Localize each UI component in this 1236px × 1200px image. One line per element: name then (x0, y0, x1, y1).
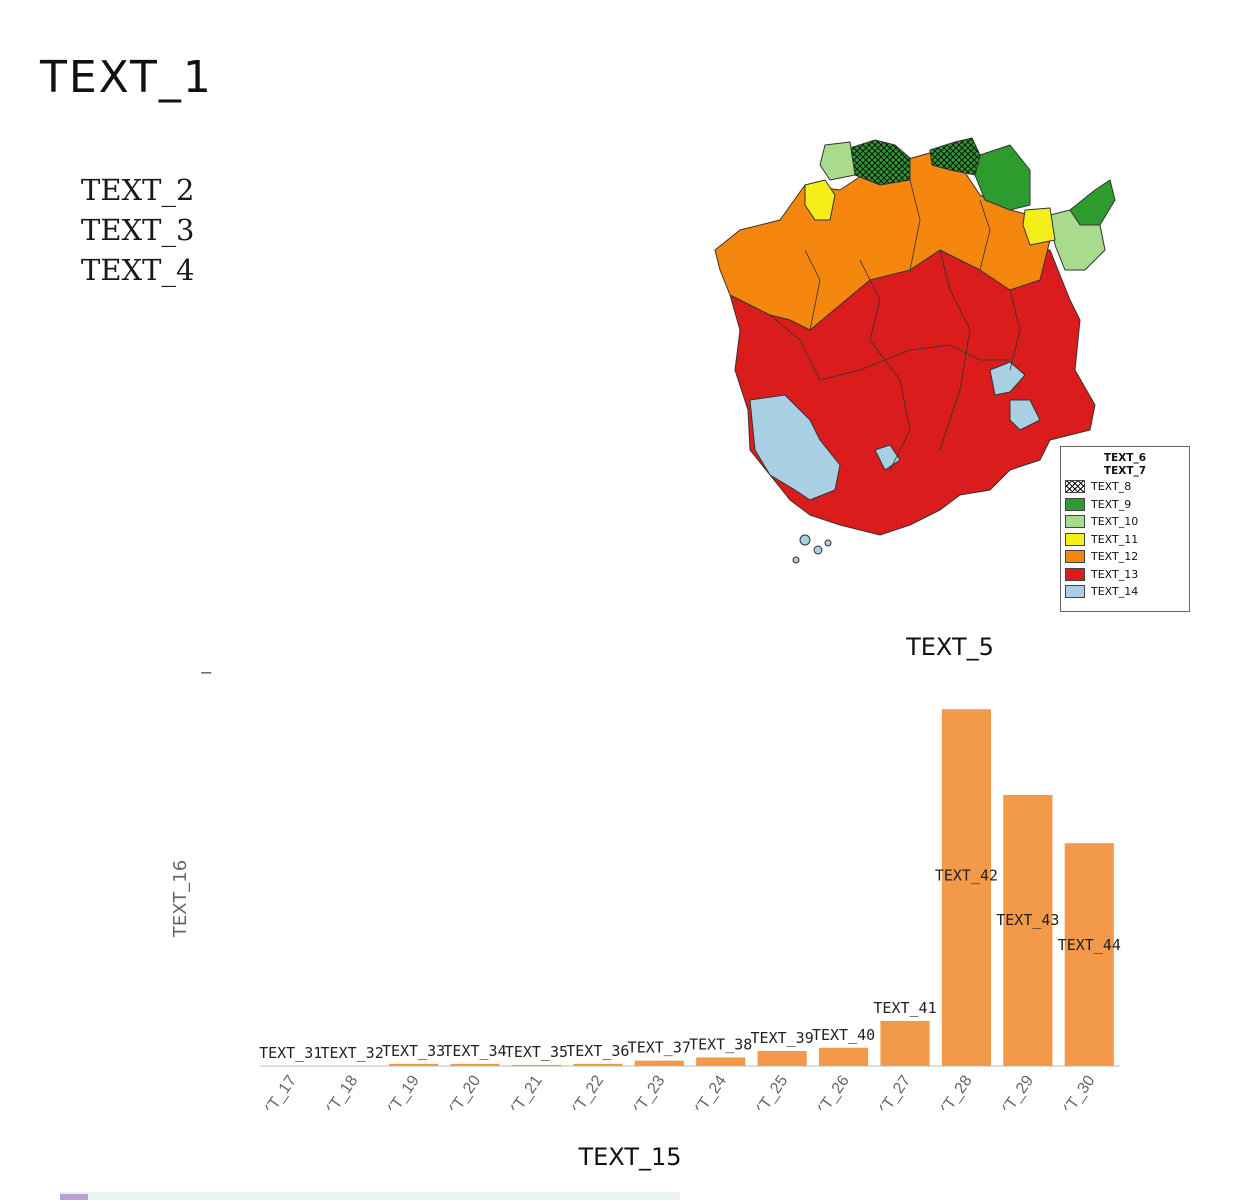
data-label: TEXT_43 (996, 911, 1060, 930)
bar (696, 1057, 745, 1066)
chart-svg (150, 670, 1150, 1110)
x-tick-label: TEXT_18 (308, 1072, 362, 1110)
data-label: TEXT_34 (443, 1041, 507, 1060)
x-tick-label: TEXT_29 (984, 1072, 1038, 1110)
footer-strip (60, 1192, 680, 1200)
legend-label: TEXT_9 (1091, 497, 1132, 511)
legend-rows (1061, 478, 1189, 601)
data-label: TEXT_41 (873, 999, 937, 1017)
x-tick-label: TEXT_17 (247, 1072, 300, 1110)
data-label: TEXT_36 (566, 1041, 630, 1060)
bar (880, 1021, 929, 1066)
data-label: TEXT_42 (934, 866, 999, 885)
legend-swatch (1065, 498, 1085, 511)
bar (573, 1064, 622, 1066)
bar (635, 1061, 684, 1066)
legend-label: TEXT_12 (1091, 550, 1139, 564)
data-label: TEXT_31 (259, 1044, 323, 1062)
chart-caption: TEXT_15 (578, 1143, 682, 1171)
data-label: TEXT_35 (504, 1042, 569, 1061)
legend-swatch (1065, 550, 1085, 563)
legend-swatch (1065, 568, 1085, 581)
legend-label: TEXT_13 (1091, 567, 1139, 581)
body-text (52, 170, 652, 290)
damage-bar-chart (150, 670, 1150, 1110)
legend-swatch (1065, 585, 1085, 598)
bar (942, 709, 991, 1066)
data-label: TEXT_39 (750, 1029, 814, 1047)
legend-title-line1: TEXT_6 (1103, 452, 1147, 464)
legend-item (1061, 496, 1189, 514)
legend-label: TEXT_14 (1091, 585, 1139, 599)
x-tick-label: TEXT_26 (800, 1072, 853, 1110)
x-tick-label: TEXT_23 (615, 1072, 669, 1110)
x-tick-label: TEXT_25 (738, 1072, 792, 1110)
region-2012-2013 (820, 142, 855, 180)
legend-item (1061, 513, 1189, 531)
legend-item (1061, 478, 1189, 496)
bar (819, 1048, 868, 1066)
data-label: TEXT_32 (320, 1044, 384, 1062)
x-tick-label: TEXT_20 (431, 1072, 485, 1110)
x-tick-label: TEXT_22 (554, 1072, 608, 1110)
x-tick-label: TEXT_24 (677, 1072, 730, 1110)
legend-item (1061, 531, 1189, 549)
legend-label: TEXT_11 (1091, 532, 1139, 546)
y-tick-label (158, 670, 230, 674)
data-label: TEXT_37 (627, 1038, 691, 1057)
legend-swatch (1065, 533, 1085, 546)
paragraph-1: TEXT_2 (81, 173, 195, 207)
x-tick-label: TEXT_28 (923, 1072, 976, 1110)
bar (1003, 795, 1052, 1066)
bar (1065, 843, 1114, 1066)
legend-swatch (1065, 480, 1085, 493)
bar (389, 1064, 438, 1066)
page-heading: TEXT_1 (40, 52, 213, 103)
bar (512, 1065, 561, 1066)
bar (758, 1051, 807, 1066)
legend-label: TEXT_10 (1091, 515, 1139, 529)
data-label: TEXT_38 (689, 1035, 753, 1054)
data-label: TEXT_44 (1057, 936, 1121, 955)
data-label: TEXT_40 (811, 1025, 876, 1044)
legend-swatch (1065, 515, 1085, 528)
x-tick-label: TEXT_27 (861, 1072, 915, 1110)
legend-title (1061, 447, 1189, 478)
bar (450, 1064, 499, 1066)
y-axis-label: TEXT_16 (170, 859, 191, 938)
legend-item (1061, 566, 1189, 584)
map-legend (1060, 446, 1190, 612)
x-tick-label: TEXT_30 (1045, 1072, 1099, 1110)
legend-label: TEXT_8 (1091, 480, 1132, 494)
footer-mark (60, 1194, 88, 1200)
legend-item (1061, 583, 1189, 601)
x-tick-label: TEXT_19 (370, 1072, 423, 1110)
paragraph-3: TEXT_4 (81, 253, 195, 287)
map-caption: TEXT_5 (906, 633, 994, 661)
x-tick-label: TEXT_21 (493, 1072, 546, 1110)
legend-title-line2: TEXT_7 (1103, 465, 1147, 477)
data-label: TEXT_33 (381, 1041, 446, 1060)
paragraph-2: TEXT_3 (81, 213, 195, 247)
legend-item (1061, 548, 1189, 566)
